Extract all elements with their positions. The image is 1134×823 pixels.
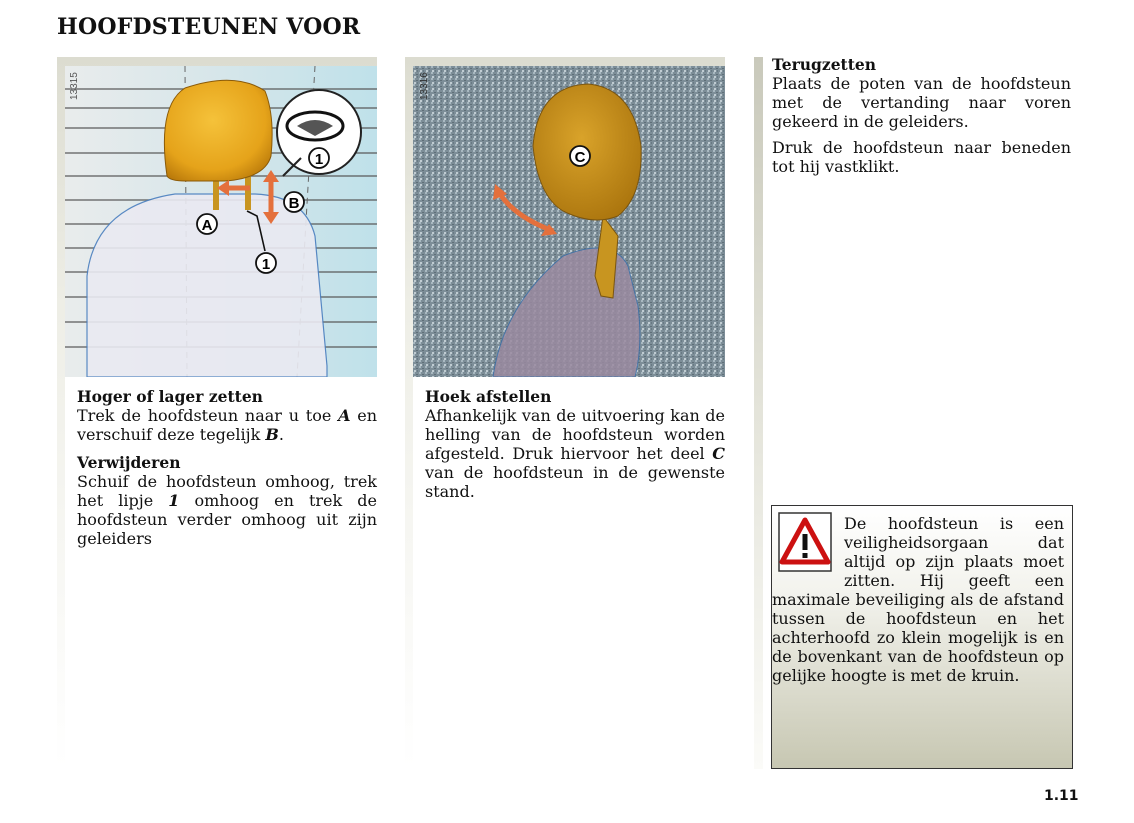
column-2-text xyxy=(425,387,725,510)
page-title: HOOFDSTEUNEN VOOR xyxy=(57,14,361,40)
paragraph-remove: Schuif de hoofdsteun omhoog, trek het lipje 1 omhoog en trek de hoofdsteun verder omhoog uit zijn geleiders xyxy=(77,472,378,548)
heading-height-adjust: Hoger of lager zetten xyxy=(77,387,263,406)
figure-height-adjust xyxy=(65,66,377,377)
warning-text: De hoofdsteun is een veiligheidsorgaan dat altijd op zijn plaats moet zitten. Hij geeft een maximale beveiliging als de afstand tussen de hoofdsteun en het achterhoofd zo klein mogelijk is en de bovenkant van de hoofdsteun op gelijke hoogte is met de kruin. xyxy=(772,514,1064,685)
paragraph-refit-1: Plaats de poten van de hoofdsteun met de vertanding naar voren gekeerd in de geleiders. xyxy=(772,74,1071,131)
figure-1-code: 13315 xyxy=(69,72,80,100)
paragraph-refit-2: Druk de hoofdsteun naar beneden tot hij vastklikt. xyxy=(772,138,1071,176)
column-3-text xyxy=(772,55,1071,183)
label-c: C xyxy=(574,149,586,166)
heading-refit: Terugzetten xyxy=(772,55,877,74)
paragraph-tilt-adjust: Afhankelijk van de uitvoering kan de helling van de hoofdsteun worden afgesteld. Druk hiervoor het deel C van de hoofdsteun in de gewenste stand. xyxy=(425,406,725,501)
column-3-sidebar xyxy=(754,57,763,769)
figure-2-code: 13316 xyxy=(419,72,430,100)
heading-remove: Verwijderen xyxy=(77,453,181,472)
page-number: 1.11 xyxy=(1044,788,1079,804)
label-1: 1 xyxy=(261,256,271,273)
paragraph-height-adjust: Trek de hoofdsteun naar u toe A en verschuif deze tegelijk B. xyxy=(77,406,378,444)
label-b: B xyxy=(288,195,300,212)
heading-tilt-adjust: Hoek afstellen xyxy=(425,387,552,406)
column-1-text xyxy=(77,387,377,557)
warning-box xyxy=(771,505,1073,769)
figure-tilt-adjust xyxy=(413,66,725,377)
label-a: A xyxy=(201,217,213,234)
warning-icon xyxy=(778,512,832,572)
label-1-inset: 1 xyxy=(314,151,324,168)
